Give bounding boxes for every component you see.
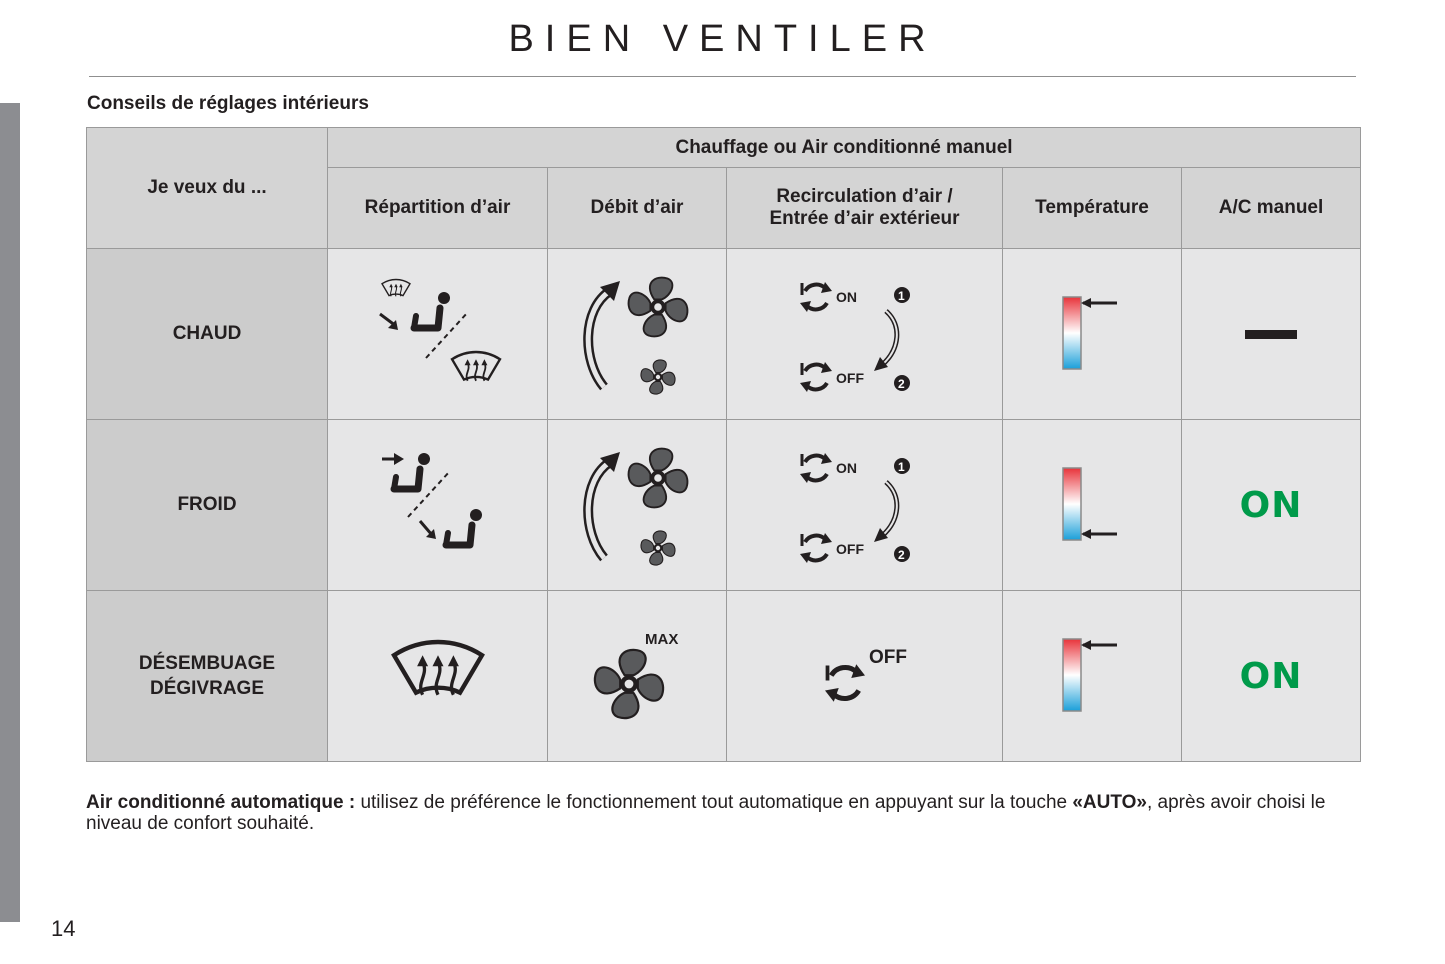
recirculation-sequence-icon bbox=[790, 440, 940, 570]
defrost-small-icon bbox=[382, 280, 410, 297]
fan-speed-icon bbox=[572, 440, 702, 570]
col-header-recirculation-line1: Recirculation d’air / bbox=[776, 186, 953, 207]
temperature-cell bbox=[1003, 591, 1182, 762]
col-header-recirculation bbox=[727, 168, 1003, 249]
step-two-badge: 2 bbox=[897, 377, 905, 391]
debit-cell bbox=[548, 249, 727, 420]
debit-cell bbox=[548, 420, 727, 591]
feet-arrow-icon bbox=[420, 521, 436, 539]
sequence-arrow-icon bbox=[874, 482, 897, 542]
title-rule bbox=[89, 76, 1356, 77]
temperature-arrow-icon bbox=[1081, 529, 1117, 539]
air-distribution-icon bbox=[383, 631, 493, 721]
air-distribution-icon bbox=[368, 445, 508, 565]
page-title: BIEN VENTILER bbox=[508, 18, 937, 60]
table-row-desembuage bbox=[87, 591, 1361, 762]
curved-up-arrow-icon bbox=[588, 281, 620, 387]
row-label-line1: DÉSEMBUAGE bbox=[138, 652, 276, 674]
row-label-chaud: CHAUD bbox=[87, 249, 328, 420]
repartition-cell bbox=[328, 420, 548, 591]
step-one-badge: 1 bbox=[897, 289, 905, 303]
seat-person-icon bbox=[446, 509, 482, 545]
recirc-off-label: OFF bbox=[868, 647, 907, 668]
sequence-arrow-icon bbox=[874, 311, 897, 371]
table-row-chaud bbox=[87, 249, 1361, 420]
recirc-off-label: OFF bbox=[835, 541, 864, 557]
thermometer-icon bbox=[1047, 289, 1137, 379]
curved-up-arrow-icon bbox=[588, 452, 620, 558]
recirc-on-label: ON bbox=[835, 289, 857, 305]
ac-on-label: ON bbox=[1239, 655, 1303, 697]
table-row-froid bbox=[87, 420, 1361, 591]
page-number: 14 bbox=[51, 916, 76, 941]
seat-person-icon bbox=[414, 292, 450, 328]
repartition-cell bbox=[328, 249, 548, 420]
ac-on-label: ON bbox=[1239, 484, 1303, 526]
recirculation-on-icon bbox=[800, 453, 832, 483]
ac-cell bbox=[1182, 249, 1361, 420]
footer-text-end: , après avoir choisi le niveau de confort souhaité. bbox=[86, 792, 1326, 834]
row-label-desembuage bbox=[87, 591, 328, 762]
feet-arrow-icon bbox=[380, 314, 398, 330]
fan-speed-icon bbox=[572, 269, 702, 399]
thermometer-icon bbox=[1047, 460, 1137, 550]
corner-header: Je veux du ... bbox=[87, 128, 328, 249]
windscreen-defrost-icon bbox=[452, 352, 500, 381]
side-tab-bar bbox=[0, 103, 20, 922]
fan-max-label: MAX bbox=[645, 631, 679, 648]
dashed-divider bbox=[408, 471, 450, 517]
recirculation-off-icon bbox=[825, 664, 865, 702]
row-label-line2: DÉGIVRAGE bbox=[149, 677, 265, 699]
fan-speed-icon bbox=[577, 626, 697, 726]
recirculation-on-icon bbox=[800, 282, 832, 312]
recirculation-sequence-icon bbox=[790, 269, 940, 399]
fan-small-icon bbox=[641, 531, 675, 565]
col-header-repartition: Répartition d’air bbox=[328, 168, 548, 249]
repartition-cell bbox=[328, 591, 548, 762]
fan-small-icon bbox=[641, 360, 675, 394]
col-header-debit: Débit d’air bbox=[548, 168, 727, 249]
windscreen-defrost-icon bbox=[394, 642, 482, 695]
debit-cell bbox=[548, 591, 727, 762]
recirc-on-label: ON bbox=[835, 460, 857, 476]
recirculation-off-icon bbox=[800, 533, 832, 563]
footer-auto-key: «AUTO» bbox=[1072, 792, 1147, 813]
thermometer-icon bbox=[1047, 631, 1137, 721]
face-arrow-icon bbox=[382, 453, 404, 465]
ac-dash-icon bbox=[1245, 330, 1297, 339]
settings-table bbox=[86, 127, 1361, 762]
fan-max-icon bbox=[595, 650, 663, 718]
temperature-cell bbox=[1003, 420, 1182, 591]
temperature-arrow-icon bbox=[1081, 640, 1117, 650]
air-distribution-icon bbox=[368, 274, 508, 394]
recirculation-cell bbox=[727, 591, 1003, 762]
ac-cell bbox=[1182, 420, 1361, 591]
col-header-temperature: Température bbox=[1003, 168, 1182, 249]
section-heading: Conseils de réglages intérieurs bbox=[87, 93, 369, 114]
recirculation-cell bbox=[727, 249, 1003, 420]
recirculation-off-icon bbox=[800, 362, 832, 392]
row-label-froid: FROID bbox=[87, 420, 328, 591]
recirc-off-label: OFF bbox=[835, 370, 864, 386]
temperature-cell bbox=[1003, 249, 1182, 420]
ac-cell bbox=[1182, 591, 1361, 762]
step-one-badge: 1 bbox=[897, 460, 905, 474]
footer-note bbox=[86, 792, 1366, 834]
fan-large-icon bbox=[629, 278, 688, 337]
col-header-recirculation-line2: Entrée d’air extérieur bbox=[769, 208, 960, 229]
fan-large-icon bbox=[629, 449, 688, 508]
footer-text-mid: utilisez de préférence le fonctionnement tout automatique en appuyant sur la touche bbox=[355, 792, 1073, 813]
recirculation-cell bbox=[727, 420, 1003, 591]
step-two-badge: 2 bbox=[897, 548, 905, 562]
footer-bold-lead: Air conditionné automatique : bbox=[86, 792, 356, 813]
col-header-ac: A/C manuel bbox=[1182, 168, 1361, 249]
group-header: Chauffage ou Air conditionné manuel bbox=[328, 128, 1361, 168]
recirculation-sequence-icon bbox=[805, 631, 925, 721]
dashed-divider bbox=[426, 312, 468, 358]
temperature-arrow-icon bbox=[1081, 298, 1117, 308]
